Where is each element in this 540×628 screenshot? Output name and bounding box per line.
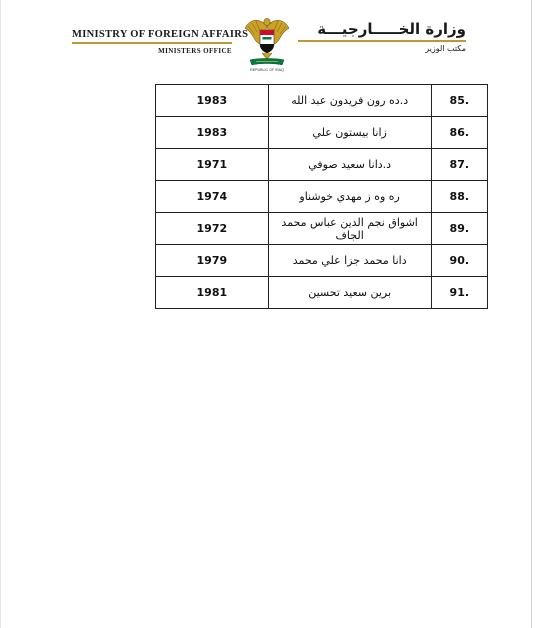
birth-year-cell: 1974 (156, 181, 269, 213)
name-cell: اشواق نجم الدين عباس محمد الجاف (268, 213, 431, 245)
birth-year-cell: 1983 (156, 85, 269, 117)
table-row (156, 213, 488, 245)
row-number-cell: 88. (431, 181, 487, 213)
emblem-caption: REPUBLIC OF IRAQ (250, 68, 284, 72)
ministry-name-en: MINISTRY OF FOREIGN AFFAIRS (72, 29, 249, 40)
row-number-cell: 91. (431, 277, 487, 309)
name-cell: د.ده رون فريدون عبد الله (268, 85, 431, 117)
table-row (156, 181, 488, 213)
table-row (156, 85, 488, 117)
birth-year-cell: 1981 (156, 277, 269, 309)
names-table (155, 84, 488, 309)
letterhead-arabic (298, 20, 466, 53)
row-number-cell: 90. (431, 245, 487, 277)
birth-year-cell: 1983 (156, 117, 269, 149)
table-row (156, 245, 488, 277)
office-name-en: MINISTERS OFFICE (158, 46, 232, 55)
letterhead-rule-ar (298, 40, 466, 42)
row-number-cell: 86. (431, 117, 487, 149)
birth-year-cell: 1971 (156, 149, 269, 181)
table-row (156, 117, 488, 149)
table-row (156, 149, 488, 181)
row-number-cell: 87. (431, 149, 487, 181)
row-number-cell: 89. (431, 213, 487, 245)
page-right-edge (531, 0, 532, 628)
ministry-name-ar: وزارة الخـــــارجيـــة (317, 20, 466, 38)
iraq-eagle-emblem-icon (242, 12, 292, 76)
name-cell: زانا بيستون علي (268, 117, 431, 149)
name-cell: دانا محمد جزا علي محمد (268, 245, 431, 277)
birth-year-cell: 1972 (156, 213, 269, 245)
office-name-ar: مكتب الوزير (425, 43, 466, 53)
letterhead-english (72, 29, 249, 55)
row-number-cell: 85. (431, 85, 487, 117)
birth-year-cell: 1979 (156, 245, 269, 277)
table-row (156, 277, 488, 309)
name-cell: د.دانا سعيد صوفي (268, 149, 431, 181)
name-cell: ره وه ز مهدي خوشناو (268, 181, 431, 213)
name-cell: برين سعيد تحسين (268, 277, 431, 309)
letterhead-rule-en (72, 42, 232, 44)
page-left-edge (0, 0, 1, 628)
